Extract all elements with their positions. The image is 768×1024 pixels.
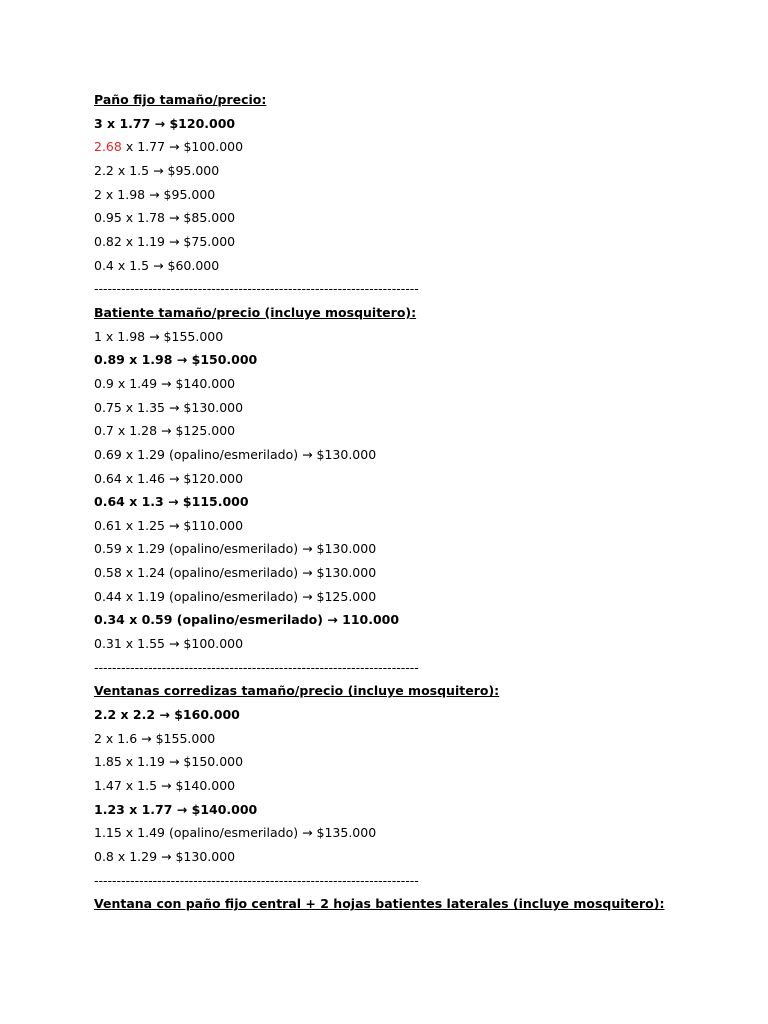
price-item — [94, 774, 754, 798]
price-item-text: 0.31 x 1.55 → $100.000 — [94, 636, 244, 652]
price-item-text: 0.82 x 1.19 → $75.000 — [94, 233, 236, 249]
price-item — [94, 585, 754, 609]
price-item-text: 2.2 x 2.2 → $160.000 — [94, 707, 240, 723]
price-item — [94, 254, 754, 278]
price-item — [94, 561, 754, 585]
price-item-text: 3 x 1.77 → $120.000 — [94, 115, 236, 131]
price-item — [94, 348, 754, 372]
price-item — [94, 632, 754, 656]
price-item — [94, 798, 754, 822]
price-item-text: 0.61 x 1.25 → $110.000 — [94, 517, 244, 533]
price-item — [94, 372, 754, 396]
price-item — [94, 419, 754, 443]
price-item-text: 1.85 x 1.19 → $150.000 — [94, 754, 244, 770]
price-item — [94, 183, 754, 207]
price-item — [94, 396, 754, 420]
section-heading: Ventana con paño fijo central + 2 hojas batientes laterales (incluye mosquitero): — [94, 896, 665, 912]
highlighted-dimension: 2.68 — [94, 139, 122, 155]
price-item — [94, 703, 754, 727]
price-item-text: 0.64 x 1.46 → $120.000 — [94, 470, 244, 486]
price-item — [94, 135, 754, 159]
price-item — [94, 159, 754, 183]
price-item-text: 0.9 x 1.49 → $140.000 — [94, 375, 236, 391]
price-item-text: x 1.77 → $100.000 — [121, 139, 244, 155]
price-item — [94, 230, 754, 254]
section-heading: Ventanas corredizas tamaño/precio (incluye mosquitero): — [94, 683, 500, 699]
price-item — [94, 514, 754, 538]
price-item-text: 0.8 x 1.29 → $130.000 — [94, 849, 236, 864]
price-item-text: 0.95 x 1.78 → $85.000 — [94, 210, 236, 226]
price-item — [94, 443, 754, 467]
price-item-text: 1 x 1.98 → $155.000 — [94, 328, 224, 344]
price-item — [94, 750, 754, 774]
price-item-text: 0.44 x 1.19 (opalino/esmerilado) → $125.000 — [94, 588, 377, 604]
section-separator: ------------------------------------------------------------------------ — [94, 872, 419, 888]
price-item-text: 1.23 x 1.77 → $140.000 — [94, 801, 258, 817]
price-item-text: 0.4 x 1.5 → $60.000 — [94, 257, 220, 273]
price-item-text: 1.15 x 1.49 (opalino/esmerilado) → $135.000 — [94, 825, 377, 841]
price-item-text: 0.59 x 1.29 (opalino/esmerilado) → $130.000 — [94, 541, 377, 557]
price-item — [94, 490, 754, 514]
section-heading: Batiente tamaño/precio (incluye mosquitero): — [94, 304, 417, 320]
section-separator: ------------------------------------------------------------------------ — [94, 659, 419, 675]
price-item — [94, 112, 754, 136]
price-item-text: 2 x 1.6 → $155.000 — [94, 730, 216, 746]
price-item — [94, 608, 754, 632]
price-item-text: 0.58 x 1.24 (opalino/esmerilado) → $130.000 — [94, 565, 377, 581]
section-heading: Paño fijo tamaño/precio: — [94, 92, 267, 107]
price-item-text: 0.7 x 1.28 → $125.000 — [94, 423, 236, 439]
price-item — [94, 537, 754, 561]
price-item-text: 0.75 x 1.35 → $130.000 — [94, 399, 244, 415]
document-page — [94, 88, 754, 916]
price-item — [94, 845, 754, 869]
price-item-text: 2.2 x 1.5 → $95.000 — [94, 162, 220, 178]
price-item — [94, 325, 754, 349]
price-item-text: 1.47 x 1.5 → $140.000 — [94, 778, 236, 794]
price-item-text: 0.34 x 0.59 (opalino/esmerilado) → 110.000 — [94, 612, 400, 628]
price-item — [94, 467, 754, 491]
price-item-text: 0.64 x 1.3 → $115.000 — [94, 494, 249, 510]
price-item — [94, 821, 754, 845]
price-item — [94, 206, 754, 230]
section-separator: ------------------------------------------------------------------------ — [94, 281, 419, 297]
price-item — [94, 727, 754, 751]
price-item-text: 0.69 x 1.29 (opalino/esmerilado) → $130.000 — [94, 446, 377, 462]
price-item-text: 2 x 1.98 → $95.000 — [94, 186, 216, 202]
price-item-text: 0.89 x 1.98 → $150.000 — [94, 352, 258, 368]
